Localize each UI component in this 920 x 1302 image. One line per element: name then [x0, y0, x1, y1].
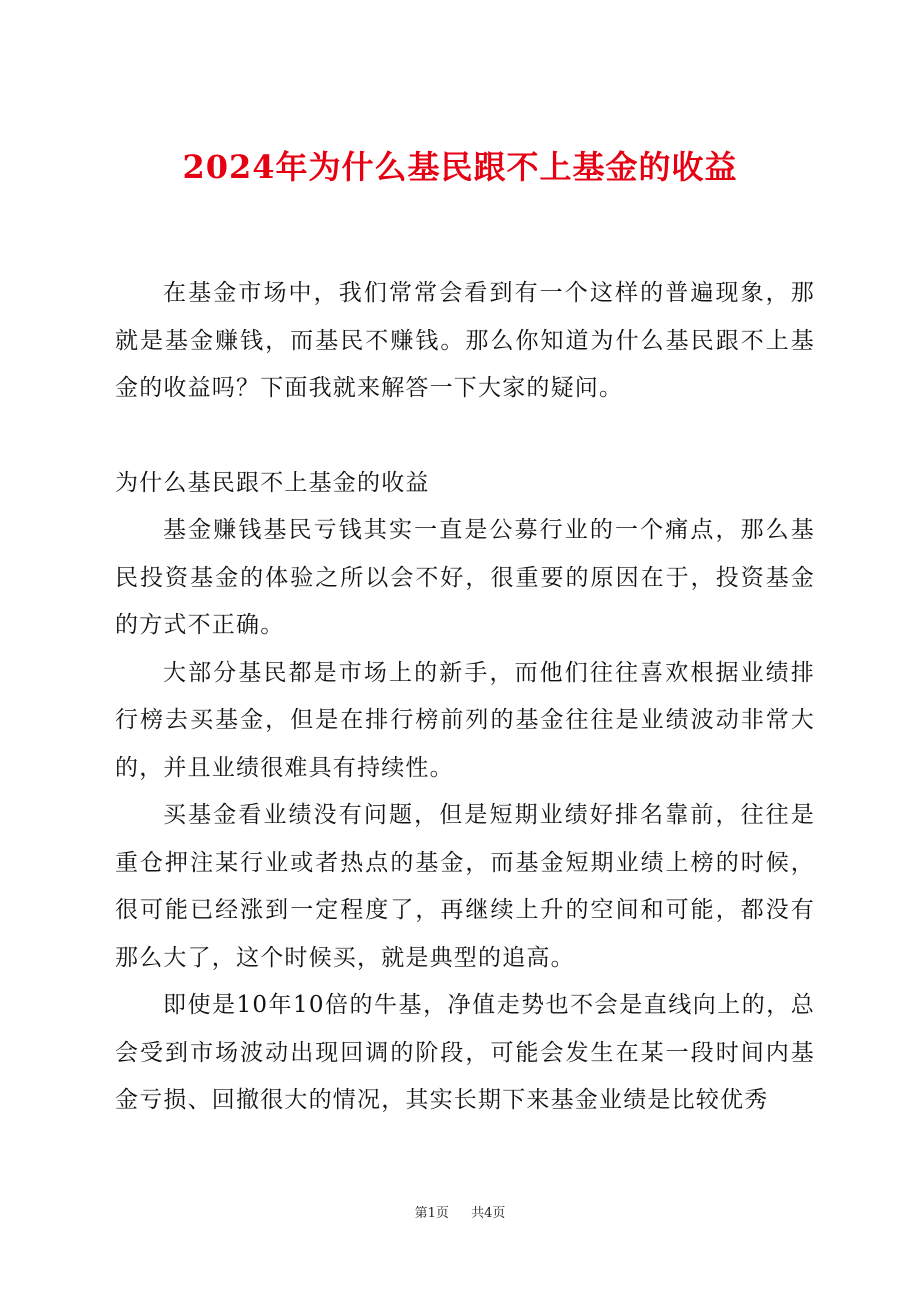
body-paragraph: 买基金看业绩没有问题，但是短期业绩好排名靠前，往往是重仓押注某行业或者热点的基金，而基金短期业绩上榜的时候，很可能已经涨到一定程度了，再继续上升的空间和可能，都没有那么大了，这个时候买，就是典型的追高。: [115, 802, 815, 971]
body-paragraph: 大部分基民都是市场上的新手，而他们往往喜欢根据业绩排行榜去买基金，但是在排行榜前列的基金往往是业绩波动非常大的，并且业绩很难具有持续性。: [115, 659, 815, 781]
intro-paragraph: 在基金市场中，我们常常会看到有一个这样的普遍现象，那就是基金赚钱，而基民不赚钱。那么你知道为什么基民跟不上基金的收益吗？下面我就来解答一下大家的疑问。: [115, 280, 815, 401]
section-heading: 为什么基民跟不上基金的收益: [115, 469, 430, 496]
body-paragraph: 即使是10年10倍的牛基，净值走势也不会是直线向上的，总会受到市场波动出现回调的阶段，可能会发生在某一段时间内基金亏损、回撤很大的情况，其实长期下来基金业绩是比较优秀: [115, 992, 815, 1113]
paragraph-spacer: [115, 413, 815, 460]
document-body: [115, 270, 815, 1125]
page-footer: [0, 1204, 920, 1224]
page-title: 2024年为什么基民跟不上基金的收益: [182, 148, 738, 186]
page-number-current: 第1页: [414, 1206, 449, 1221]
body-paragraph: 基金赚钱基民亏钱其实一直是公募行业的一个痛点，那么基民投资基金的体验之所以会不好，很重要的原因在于，投资基金的方式不正确。: [115, 517, 815, 638]
page-number-total: 共4页: [471, 1206, 506, 1221]
